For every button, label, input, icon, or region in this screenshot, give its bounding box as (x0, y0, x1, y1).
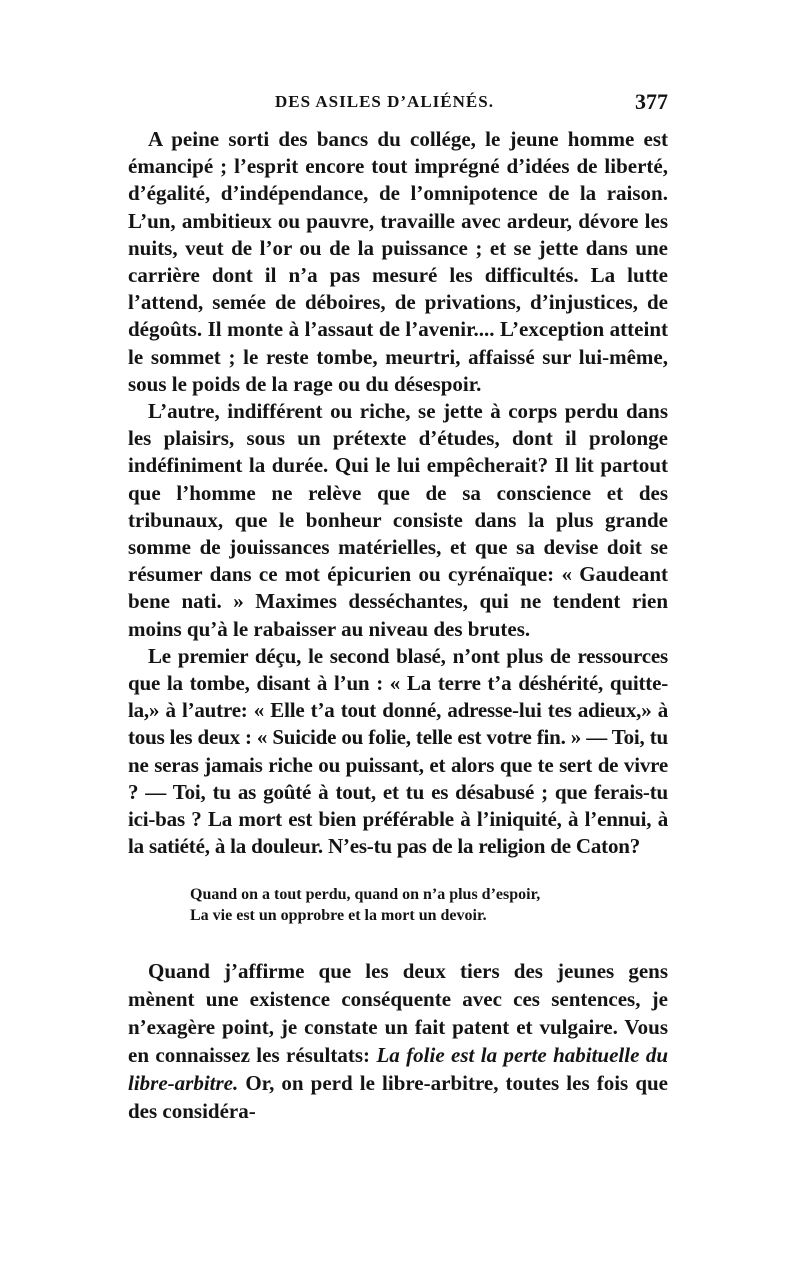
paragraph-1: A peine sorti des bancs du collége, le jeune homme est émancipé ; l’esprit encore tout imprégné d’idées de liberté, d’égalité, d’indépendance, de l’omnipotence de la raison. L’un, ambitieux ou pauvre, travaille avec ardeur, dévore les nuits, veut de l’or ou de la puissance ; et se jette dans une carrière dont il n’a pas mesuré les difficultés. La lutte l’attend, semée de déboires, de privations, d’injustices, de dégoûts. Il monte à l’assaut de l’avenir.... L’exception atteint le sommet ; le reste tombe, meurtri, affaissé sur lui-même, sous le poids de la rage ou du désespoir. (128, 127, 668, 396)
verse-quotation (190, 884, 630, 926)
closing-paragraph (128, 957, 668, 1125)
verse-line-1: Quand on a tout perdu, quand on n’a plus d’espoir, (190, 886, 541, 903)
paragraph-4-text: Quand j’affirme que les deux tiers des jeunes gens mènent une existence conséquente avec ces sentences, je n’exagère point, je constate un fait patent et vulgaire. Vous en connaissez les résultats: (128, 959, 668, 1067)
page-number: 377 (635, 89, 668, 114)
italic-sentence: La folie est la perte habituelle du libre-arbitre. (128, 1043, 669, 1095)
page-header (128, 89, 668, 122)
paragraph-4 (128, 957, 668, 1125)
verse-line-2: La vie est un opprobre et la mort un devoir. (190, 907, 487, 924)
paragraph-2: L’autre, indifférent ou riche, se jette à corps perdu dans les plaisirs, sous un prétexte d’études, dont il prolonge indéfiniment la durée. Qui le lui empêcherait? Il lit partout que l’homme ne relève que de sa conscience et des tribunaux, que le bonheur consiste dans la plus grande somme de jouissances matérielles, et que sa devise doit se résumer dans ce mot épicurien ou cyrénaïque: « Gaudeant bene nati. » Maximes desséchantes, qui ne tendent rien moins qu’à le rabaisser au niveau des brutes. (128, 399, 668, 641)
running-title: DES ASILES D’ALIÉNÉS. (275, 92, 494, 111)
paragraph-4-continuation: Or, on perd le libre-arbitre, toutes les fois que des considéra- (128, 1071, 668, 1123)
paragraph-3: Le premier déçu, le second blasé, n’ont plus de ressources que la tombe, disant à l’un : « La terre t’a déshérité, quitte-la,» à l’autre: « Elle t’a tout donné, adresse-lui tes adieux,» à tous les deux : « Suicide ou folie, telle est votre fin. » — Toi, tu ne seras jamais riche ou puissant, et alors que te sert de vivre ? — Toi, tu as goûté à tout, et tu es désabusé ; que ferais-tu ici-bas ? La mort est bien préférable à l’iniquité, à l’ennui, à la satiété, à la douleur. N’es-tu pas de la religion de Caton? (128, 643, 668, 859)
main-text (128, 126, 668, 860)
